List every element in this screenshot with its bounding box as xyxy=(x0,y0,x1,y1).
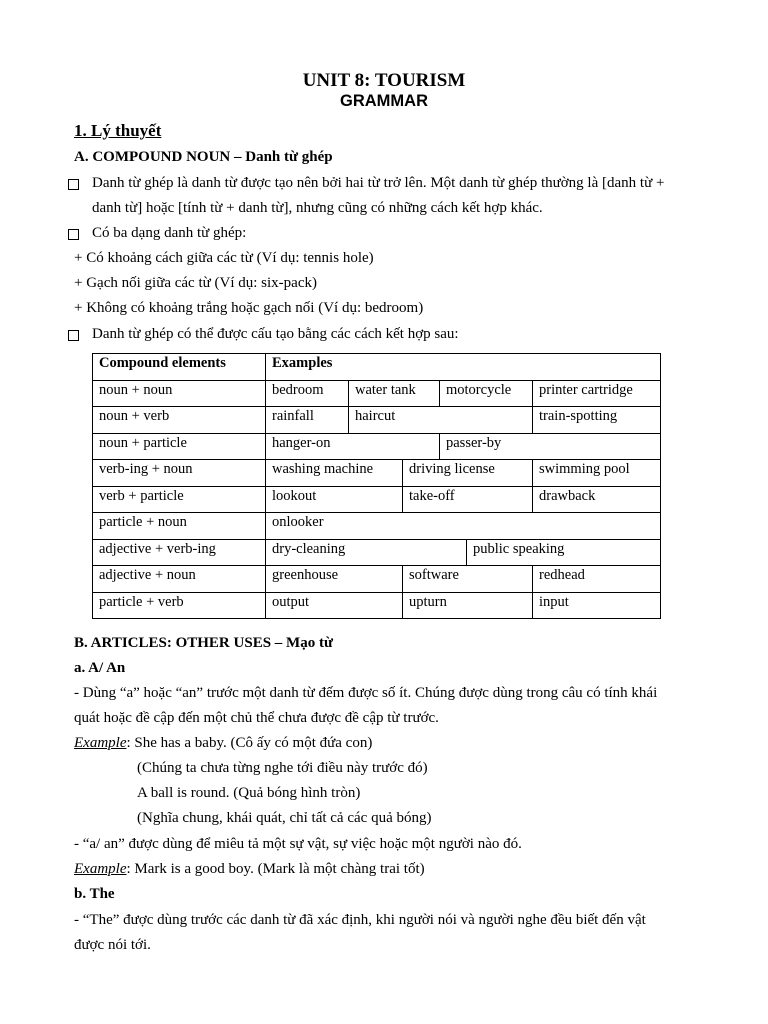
table-cell: take-off xyxy=(403,486,533,513)
example-label: Example xyxy=(74,861,127,877)
list-item: + Có khoảng cách giữa các từ (Ví dụ: tennis hole) xyxy=(74,250,374,266)
table-cell: upturn xyxy=(403,592,533,619)
table-row xyxy=(93,486,661,513)
table-cell: motorcycle xyxy=(440,380,533,407)
table-cell: swimming pool xyxy=(533,460,661,487)
paragraph-line: Có ba dạng danh từ ghép: xyxy=(92,225,247,241)
paragraph-line: Danh từ ghép có thể được cấu tạo bằng các cách kết hợp sau: xyxy=(92,326,459,342)
table-row xyxy=(93,539,661,566)
table-cell: noun + particle xyxy=(93,433,266,460)
table-cell: noun + noun xyxy=(93,380,266,407)
example-line xyxy=(74,735,372,752)
table-header-cell: Compound elements xyxy=(93,354,266,381)
example-text: : Mark is a good boy. (Mark là một chàng trai tốt) xyxy=(126,861,425,877)
table-cell: train-spotting xyxy=(533,407,661,434)
bullet-icon xyxy=(68,179,79,190)
table-cell: public speaking xyxy=(467,539,661,566)
section-b-heading: B. ARTICLES: OTHER USES – Mạo từ xyxy=(74,635,333,651)
table-cell: greenhouse xyxy=(266,566,403,593)
table-cell: input xyxy=(533,592,661,619)
table-cell: rainfall xyxy=(266,407,349,434)
paragraph-line: - “a/ an” được dùng để miêu tả một sự vật, sự việc hoặc một người nào đó. xyxy=(74,836,522,852)
table-header-cell: Examples xyxy=(266,354,661,381)
table-cell: dry-cleaning xyxy=(266,539,467,566)
table-cell: adjective + verb-ing xyxy=(93,539,266,566)
list-item: + Không có khoảng trắng hoặc gạch nối (Ví dụ: bedroom) xyxy=(74,300,424,316)
example-line: (Chúng ta chưa từng nghe tới điều này trước đó) xyxy=(137,760,428,776)
table-cell: particle + verb xyxy=(93,592,266,619)
table-row xyxy=(93,513,661,540)
table-cell: passer-by xyxy=(440,433,661,460)
example-text: : She has a baby. (Cô ấy có một đứa con) xyxy=(126,735,373,751)
example-line: A ball is round. (Quả bóng hình tròn) xyxy=(137,785,361,801)
paragraph-line: Danh từ ghép là danh từ được tạo nên bởi hai từ trở lên. Một danh từ ghép thường là [danh từ + xyxy=(92,175,665,191)
example-line: (Nghĩa chung, khái quát, chỉ tất cả các quả bóng) xyxy=(137,810,432,826)
table-cell: washing machine xyxy=(266,460,403,487)
table-cell: particle + noun xyxy=(93,513,266,540)
section-a-heading: A. COMPOUND NOUN – Danh từ ghép xyxy=(74,149,333,165)
table-row xyxy=(93,460,661,487)
table-cell: hanger-on xyxy=(266,433,440,460)
table-cell: verb + particle xyxy=(93,486,266,513)
table-cell: printer cartridge xyxy=(533,380,661,407)
table-cell: lookout xyxy=(266,486,403,513)
bullet-icon xyxy=(68,229,79,240)
table-row xyxy=(93,407,661,434)
table-cell: water tank xyxy=(349,380,440,407)
table-cell: adjective + noun xyxy=(93,566,266,593)
table-cell: noun + verb xyxy=(93,407,266,434)
example-label: Example xyxy=(74,735,127,751)
table-cell: drawback xyxy=(533,486,661,513)
page-subtitle: GRAMMAR xyxy=(340,92,428,110)
paragraph-line: quát hoặc đề cập đến một chủ thể chưa được đề cập từ trước. xyxy=(74,710,439,726)
table-cell: output xyxy=(266,592,403,619)
paragraph-line: - Dùng “a” hoặc “an” trước một danh từ đếm được số ít. Chúng được dùng trong câu có tính khái xyxy=(74,685,658,701)
table-row xyxy=(93,380,661,407)
subsection-heading-the: b. The xyxy=(74,886,115,902)
example-line xyxy=(74,861,425,878)
table-row xyxy=(93,566,661,593)
table-cell: bedroom xyxy=(266,380,349,407)
table-cell: onlooker xyxy=(266,513,661,540)
table-cell: verb-ing + noun xyxy=(93,460,266,487)
compound-noun-table xyxy=(92,353,661,619)
bullet-icon xyxy=(68,330,79,341)
table-row xyxy=(93,592,661,619)
section-heading-theory: 1. Lý thuyết xyxy=(74,121,162,140)
table-header-row xyxy=(93,354,661,381)
table-cell: software xyxy=(403,566,533,593)
table-cell: haircut xyxy=(349,407,533,434)
table-cell: driving license xyxy=(403,460,533,487)
paragraph-line: - “The” được dùng trước các danh từ đã xác định, khi người nói và người nghe đều biết đến vật xyxy=(74,912,646,928)
list-item: + Gạch nối giữa các từ (Ví dụ: six-pack) xyxy=(74,275,317,291)
page-title: UNIT 8: TOURISM xyxy=(302,70,466,91)
table-cell: redhead xyxy=(533,566,661,593)
paragraph-line: danh từ] hoặc [tính từ + danh từ], nhưng cũng có những cách kết hợp khác. xyxy=(92,200,543,216)
table-row xyxy=(93,433,661,460)
subsection-heading-a-an: a. A/ An xyxy=(74,660,126,676)
paragraph-line: được nói tới. xyxy=(74,937,151,953)
